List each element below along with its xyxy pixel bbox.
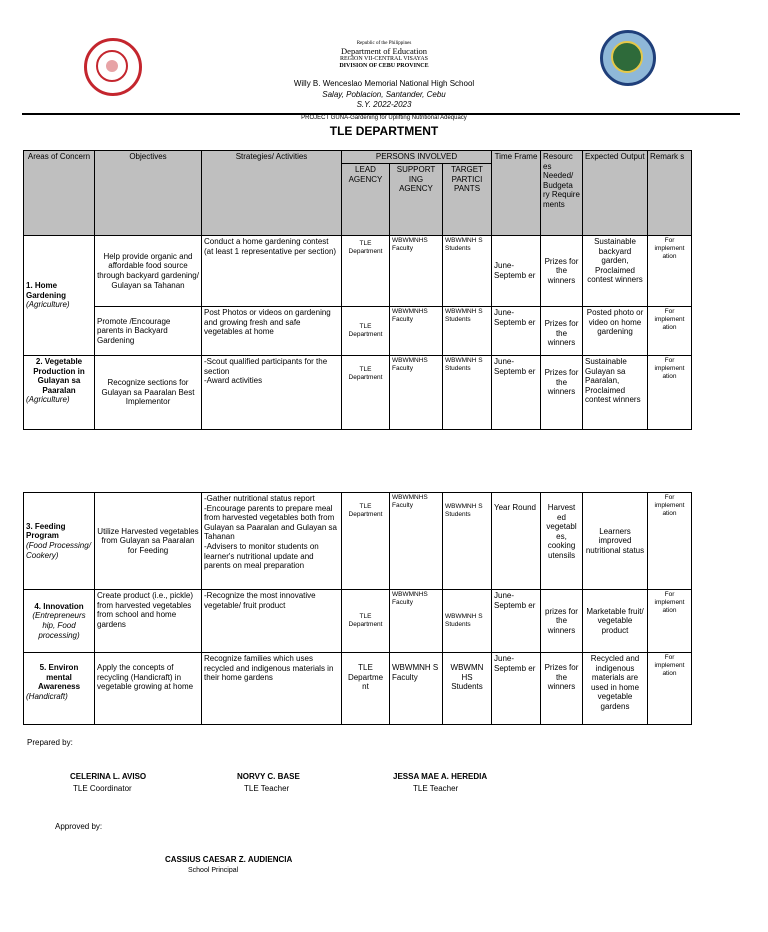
output-cell: Recycled and indigenous materials are used in home vegetable gardens xyxy=(583,653,648,725)
signatory-role: TLE Teacher xyxy=(413,784,459,793)
principal-name: CASSIUS CAESAR Z. AUDIENCIA xyxy=(165,855,293,864)
school-year: S.Y. 2022-2023 xyxy=(356,100,412,109)
target-cell: WBWMNH S Students xyxy=(443,590,492,653)
strategy-cell: Conduct a home gardening contest (at least 1 representative per section) xyxy=(202,236,342,307)
header-expected-output: Expected Output xyxy=(583,151,648,236)
strategy-cell: -Scout qualified participants for the section -Award activities xyxy=(202,356,342,430)
lead-cell: TLE Department xyxy=(342,236,390,307)
resources-cell: prizes for the winners xyxy=(541,590,583,653)
support-cell: WBWMNHS Faculty xyxy=(390,236,443,307)
support-cell: WBWMNHS Faculty xyxy=(390,493,443,590)
output-cell: Learners improved nutritional status xyxy=(583,493,648,590)
remarks-cell: For implement ation xyxy=(648,653,692,725)
objective-cell: Utilize Harvested vegetables from Gulayan sa Paaralan for Feeding xyxy=(95,493,202,590)
strategy-cell: Recognize families which uses recycled and indigenous materials in their home gardens xyxy=(202,653,342,725)
lead-cell: TLE Department xyxy=(342,307,390,356)
output-cell: Posted photo or video on home gardening xyxy=(583,307,648,356)
table-row xyxy=(24,493,692,590)
header-lead-agency: LEAD AGENCY xyxy=(342,164,390,236)
area-cell: 5. Environ mental Awareness (Handicraft) xyxy=(24,653,95,725)
output-cell: Sustainable Gulayan sa Paaralan, Proclaimed contest winners xyxy=(583,356,648,430)
header-remarks: Remark s xyxy=(648,151,692,236)
resources-cell: Prizes for the winners xyxy=(541,356,583,430)
lead-cell: TLE Department xyxy=(342,493,390,590)
output-cell: Sustainable backyard garden, Proclaimed contest winners xyxy=(583,236,648,307)
signatory xyxy=(237,772,357,781)
target-cell: WBWMNH S Students xyxy=(443,493,492,590)
lead-cell: TLE Departme nt xyxy=(342,653,390,725)
support-cell: WBWMNHS Faculty xyxy=(390,307,443,356)
page-title: TLE DEPARTMENT xyxy=(329,124,439,138)
time-cell: Year Round xyxy=(492,493,541,590)
signatory-name: JESSA MAE A. HEREDIA xyxy=(393,772,488,781)
area-cell: 3. Feeding Program (Food Processing/ Cookery) xyxy=(24,493,95,590)
division-line: DIVISION OF CEBU PROVINCE xyxy=(339,63,429,69)
resources-cell: Harvest ed vegetabl es, cooking utensils xyxy=(541,493,583,590)
strategy-cell: -Gather nutritional status report -Encourage parents to prepare meal from harvested vegetables both from Gulayan sa Paaralan and Gulayan sa Tahanan -Advisers to monitor students on learner's nutritional update and parents on meal preparation xyxy=(202,493,342,590)
action-plan-table-2 xyxy=(23,492,692,725)
time-cell: June-Septemb er xyxy=(492,307,541,356)
objective-cell: Promote /Encourage parents in Backyard Gardening xyxy=(95,307,202,356)
resources-cell: Prizes for the winners xyxy=(541,653,583,725)
header-strategies: Strategies/ Activities xyxy=(202,151,342,236)
area-cell: 2. Vegetable Production in Gulayan sa Paaralan (Agriculture) xyxy=(24,356,95,430)
target-cell: WBWMNH S Students xyxy=(443,236,492,307)
remarks-cell: For implement ation xyxy=(648,356,692,430)
header-areas: Areas of Concern xyxy=(24,151,95,236)
target-cell: WBWMNH S Students xyxy=(443,307,492,356)
support-cell: WBWMNHS Faculty xyxy=(390,590,443,653)
signatory xyxy=(70,772,190,781)
principal xyxy=(165,855,335,864)
objective-cell: Help provide organic and affordable food source through backyard gardening/ Gulayan sa Tahanan xyxy=(95,236,202,307)
target-cell: WBWMN HS Students xyxy=(443,653,492,725)
header-resources: Resourc es Needed/ Budgeta ry Require ments xyxy=(541,151,583,236)
resources-cell: Prizes for the winners xyxy=(541,307,583,356)
objective-cell: Create product (i.e., pickle) from harvested vegetables from school and home gardens xyxy=(95,590,202,653)
signatory-role: TLE Teacher xyxy=(244,784,290,793)
signatory-role: TLE Coordinator xyxy=(73,784,132,793)
table-row xyxy=(24,307,692,356)
remarks-cell: For implement ation xyxy=(648,307,692,356)
principal-role: School Principal xyxy=(188,867,239,874)
remarks-cell: For implement ation xyxy=(648,590,692,653)
header-supporting-agency: SUPPORT ING AGENCY xyxy=(390,164,443,236)
resources-cell: Prizes for the winners xyxy=(541,236,583,307)
signatory-name: CELERINA L. AVISO xyxy=(70,772,147,781)
output-cell: Marketable fruit/ vegetable product xyxy=(583,590,648,653)
support-cell: WBWMNHS Faculty xyxy=(390,356,443,430)
approved-by-label: Approved by: xyxy=(55,822,103,831)
objective-cell: Apply the concepts of recycling (Handicraft) in vegetable growing at home xyxy=(95,653,202,725)
time-cell: June-Septemb er xyxy=(492,590,541,653)
header-objectives: Objectives xyxy=(95,151,202,236)
objective-cell: Recognize sections for Gulayan sa Paaralan Best Implementor xyxy=(95,356,202,430)
project-title: PROJECT GUNA-Gardening for Uplifting Nutritional Adequacy xyxy=(301,115,467,121)
header-target-participants: TARGET PARTICI PANTS xyxy=(443,164,492,236)
table-row xyxy=(24,590,692,653)
school-name: Willy B. Wenceslao Memorial National High School xyxy=(293,79,475,88)
signatory-name: NORVY C. BASE xyxy=(237,772,300,781)
header-persons-involved: PERSONS INVOLVED xyxy=(342,151,492,164)
lead-cell: TLE Department xyxy=(342,590,390,653)
table-row xyxy=(24,356,692,430)
area-cell: 1. Home Gardening (Agriculture) xyxy=(24,236,95,356)
time-cell: June-Septemb er xyxy=(492,653,541,725)
school-address: Salay, Poblacion, Santander, Cebu xyxy=(322,90,446,99)
region-line: REGION VII-CENTRAL VISAYAS xyxy=(339,56,428,62)
table-row xyxy=(24,653,692,725)
support-cell: WBWMNH S Faculty xyxy=(390,653,443,725)
lead-cell: TLE Department xyxy=(342,356,390,430)
strategy-cell: Post Photos or videos on gardening and growing fresh and safe vegetables at home xyxy=(202,307,342,356)
time-cell: June-Septemb er xyxy=(492,356,541,430)
table-row xyxy=(24,236,692,307)
signatory xyxy=(393,772,533,781)
department-line: Department of Education xyxy=(341,46,427,56)
remarks-cell: For implement ation xyxy=(648,236,692,307)
prepared-by-label: Prepared by: xyxy=(27,738,73,747)
strategy-cell: -Recognize the most innovative vegetable/ fruit product xyxy=(202,590,342,653)
header-time-frame: Time Frame xyxy=(492,151,541,236)
remarks-cell: For implement ation xyxy=(648,493,692,590)
time-cell: June-Septemb er xyxy=(492,236,541,307)
target-cell: WBWMNH S Students xyxy=(443,356,492,430)
republic-line: Republic of the Philippines xyxy=(356,41,412,46)
action-plan-table-1 xyxy=(23,150,692,430)
area-cell: 4. Innovation (Entrepreneurs hip, Food processing) xyxy=(24,590,95,653)
